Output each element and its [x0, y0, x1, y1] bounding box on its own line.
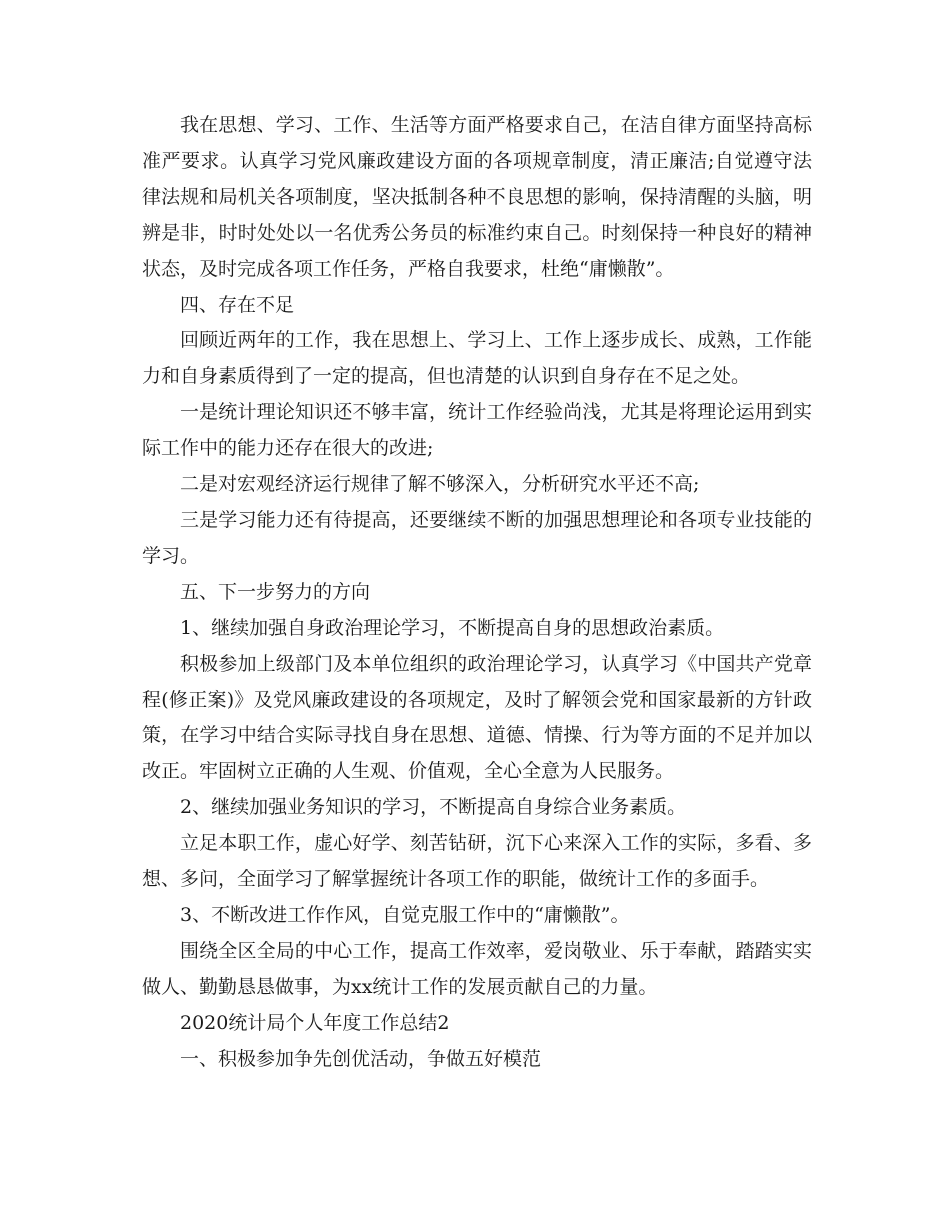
section-heading-shortcomings: 四、存在不足: [180, 293, 295, 316]
paragraph-next-step-3: 3、不断改进工作作风，自觉克服工作中的“庸懒散”。: [180, 903, 630, 926]
paragraph-shortcoming-2: 二是对宏观经济运行规律了解不够深入，分析研究水平还不高;: [180, 473, 700, 496]
section-heading-excellence: 一、积极参加争先创优活动，争做五好模范: [180, 1047, 542, 1070]
paragraph-self-discipline: 我在思想、学习、工作、生活等方面严格要求自己，在洁自律方面坚持高标准严要求。认真学习党风廉政建设方面的各项规章制度，清正廉洁;自觉遵守法律法规和局机关各项制度，坚决抵制各种不良思想的影响，保持清醒的头脑，明辨是非，时时处处以一名优秀公务员的标准约束自己。时刻保持一种良好的精神状态，及时完成各项工作任务，严格自我要求，杜绝“庸懒散”。: [142, 114, 812, 280]
paragraph-political-study: 积极参加上级部门及本单位组织的政治理论学习，认真学习《中国共产党章程(修正案)》及党风廉政建设的各项规定，及时了解领会党和国家最新的方针政策，在学习中结合实际寻找自身在思想、道德、情操、行为等方面的不足并加以改正。牢固树立正确的人生观、价值观，全心全意为人民服务。: [142, 652, 812, 783]
paragraph-next-step-2: 2、继续加强业务知识的学习，不断提高自身综合业务素质。: [180, 796, 687, 819]
paragraph-professional-study: 立足本职工作，虚心好学、刻苦钻研，沉下心来深入工作的实际，多看、多想、多问，全面学习了解掌握统计各项工作的职能，做统计工作的多面手。: [142, 832, 812, 891]
paragraph-shortcoming-1: 一是统计理论知识还不够丰富，统计工作经验尚浅，尤其是将理论运用到实际工作中的能力还存在很大的改进;: [142, 401, 812, 460]
paragraph-review: 回顾近两年的工作，我在思想上、学习上、工作上逐步成长、成熟，工作能力和自身素质得到了一定的提高，但也清楚的认识到自身存在不足之处。: [142, 329, 812, 388]
document-subtitle: 2020统计局个人年度工作总结2: [180, 1011, 450, 1034]
section-heading-next-steps: 五、下一步努力的方向: [180, 580, 371, 603]
paragraph-next-step-1: 1、继续加强自身政治理论学习，不断提高自身的思想政治素质。: [180, 616, 725, 639]
paragraph-shortcoming-3: 三是学习能力还有待提高，还要继续不断的加强思想理论和各项专业技能的学习。: [142, 508, 812, 567]
paragraph-work-style: 围绕全区全局的中心工作，提高工作效率，爱岗敬业、乐于奉献，踏踏实实做人、勤勤恳恳做事，为xx统计工作的发展贡献自己的力量。: [142, 939, 812, 998]
